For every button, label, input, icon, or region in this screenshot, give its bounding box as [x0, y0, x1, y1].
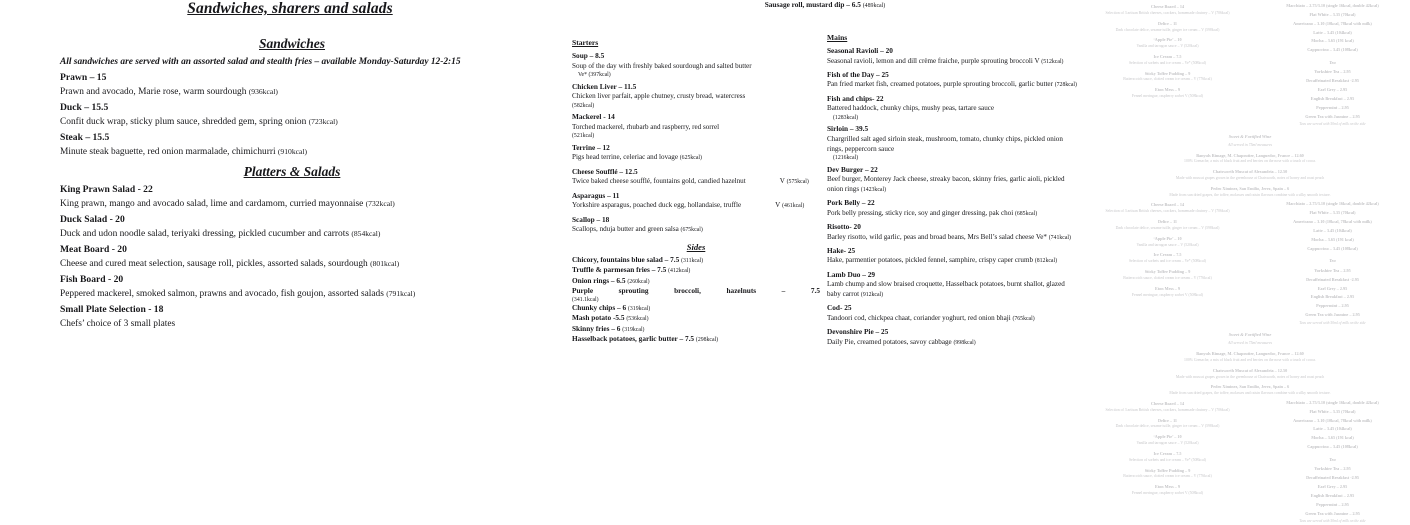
menu-item-description: Cheese and cured meat selection, sausage roll, pickles, assorted salads, sourdough (801kcal)	[60, 258, 400, 269]
ghost-wine-name: Pedro Ximinez, San Emilio, Jerez, Spain – 6	[1210, 185, 1290, 191]
sides-heading: Sides	[686, 241, 706, 252]
ghost-line: Latte – 3.45 (104kcal)	[1313, 227, 1352, 233]
menu-item-name: Hake- 25	[827, 245, 856, 255]
menu-item-description: Tandoori cod, chickpea chaat, coriander yoghurt, red onion bhaji (765kcal)	[827, 313, 1035, 322]
ghost-item: Sticky Toffee Pudding – 9	[1144, 70, 1191, 76]
ghost-description: Dark chocolate delice, sesame tuille, ginger ice cream – V (598kcal)	[1115, 424, 1220, 429]
side-item: Purple sprouting broccoli, hazelnuts – 7.5	[572, 286, 820, 296]
menu-item-description: Torched mackerel, rhubarb and raspberry, red sorrel	[572, 122, 720, 131]
menu-item-description: Pork belly pressing, sticky rice, soy and ginger dressing, pak choi (685kcal)	[827, 208, 1038, 217]
menu-item-kcal: (521kcal)	[572, 133, 595, 140]
ghost-item: Ice Cream – 7.5	[1153, 252, 1182, 258]
ghost-line: Flat White – 3.35 (70kcal)	[1309, 210, 1356, 216]
ghost-line: Peppermint – 2.95	[1316, 303, 1349, 309]
ghost-item: Eton Mess – 9	[1154, 87, 1180, 93]
menu-item-name: Fish of the Day – 25	[827, 69, 889, 79]
side-item: Hasselback potatoes, garlic butter – 7.5 (298kcal)	[572, 334, 719, 344]
menu-item-description: Prawn and avocado, Marie rose, warm sourdough (936kcal)	[60, 86, 278, 97]
ghost-line: Latte – 3.45 (104kcal)	[1313, 426, 1352, 432]
ghost-description: Selection of 3 artisan British cheeses, crackers, homemade chutney – V (706kcal)	[1105, 209, 1230, 214]
background-bleed-layer	[1090, 0, 1410, 524]
menu-item-name: King Prawn Salad - 22	[60, 184, 153, 196]
ghost-description: Fennel meringue, raspberry sorbet V (508kcal)	[1131, 94, 1204, 99]
ghost-desserts-column	[1090, 0, 1245, 100]
ghost-item: Sticky Toffee Pudding – 9	[1144, 467, 1191, 473]
platters-heading: Platters & Salads	[243, 164, 341, 180]
menu-item-kcal: (741kcal)	[1048, 234, 1071, 241]
ghost-line: Mocha – 3.65 (191 kcal)	[1311, 435, 1354, 441]
menu-item-kcal: (732kcal)	[365, 198, 395, 208]
ghost-item: Eton Mess – 9	[1154, 285, 1180, 291]
menu-item-name: Prawn – 15	[60, 72, 107, 84]
mains-heading: Mains	[827, 33, 848, 42]
menu-item-description: Daily Pie, creamed potatoes, savoy cabbage (998kcal)	[827, 337, 976, 346]
side-item-kcal: (536kcal)	[626, 316, 649, 323]
menu-item-name: Chicken Liver – 11.5	[572, 81, 637, 91]
menu-item-name: Terrine – 12	[572, 142, 610, 152]
menu-item-description: Yorkshire asparagus, poached duck egg, hollandaise, truffle V (461kcal)	[572, 201, 805, 210]
ghost-line: Decaffeinated Breakfast -2.95	[1306, 276, 1359, 282]
ghost-line: Cappuccino – 3.45 (108kcal)	[1307, 444, 1358, 450]
menu-item-name: Scallop – 18	[572, 214, 610, 224]
ghost-note: Teas are served with 50ml of milk on the side	[1299, 320, 1366, 325]
ghost-item: Ice Cream – 7.5	[1153, 450, 1182, 456]
starters-and-sides-column	[572, 38, 820, 345]
ghost-line: English Breakfast – 2.95	[1310, 492, 1355, 498]
menu-item-description: Twice baked cheese soufflé, fountains gold, candied hazelnut V (575kcal)	[572, 177, 809, 186]
menu-item-description: Seasonal ravioli, lemon and dill crème fraiche, purple sprouting broccoli V (512kcal)	[827, 56, 1064, 65]
ghost-description: Vanilla and tarragon sauce – V (520kcal)	[1136, 44, 1199, 49]
side-item: Chicory, fountains blue salad – 7.5 (311kcal)	[572, 254, 704, 264]
side-item: Chunky chips – 6 (319kcal)	[572, 302, 651, 312]
ghost-wine-name: Banyuls Rimage, M. Chapoutier, Languedoc, France – 12.60	[1196, 152, 1304, 158]
ghost-item: Ice Cream – 7.5	[1153, 53, 1182, 59]
ghost-line: Yorkshire Tea – 2.95	[1314, 267, 1351, 273]
sandwiches-heading: Sandwiches	[258, 36, 326, 51]
menu-item-kcal: (461kcal)	[782, 203, 805, 210]
sandwich-list	[60, 72, 524, 158]
mains-column	[827, 33, 1079, 348]
mains-list	[827, 46, 1079, 348]
ghost-wine-heading: Sweet & Fortified Wine	[1228, 332, 1272, 338]
ghost-line: Earl Grey – 2.95	[1317, 87, 1348, 93]
menu-item-kcal-line	[827, 115, 1079, 121]
ghost-line: Yorkshire Tea – 2.95	[1314, 466, 1351, 472]
ghost-description: Fennel meringue, raspberry sorbet V (508kcal)	[1131, 292, 1204, 297]
ghost-line: Decaffeinated Breakfast -2.95	[1306, 78, 1359, 84]
menu-item-kcal: (791kcal)	[386, 288, 416, 298]
ghost-wine-name: Banyuls Rimage, M. Chapoutier, Languedoc, France – 12.60	[1196, 351, 1304, 357]
menu-item-kcal: (1216kcal)	[833, 155, 859, 162]
ghost-coffee-tea-column-repeat	[1255, 198, 1410, 326]
ghost-line: Decaffeinated Breakfast -2.95	[1306, 475, 1359, 481]
menu-item-kcal: (1423kcal)	[860, 186, 887, 193]
ghost-wine-name: Chatsworth Muscat of Alexandria – 12.50	[1212, 169, 1288, 175]
menu-item-description: King prawn, mango and avocado salad, lime and cardamom, curried mayonnaise (732kcal)	[60, 198, 395, 209]
ghost-line: Macchiato – 2.75/3.10 (single 16kcal, double 42kcal)	[1286, 201, 1379, 207]
ghost-description: Dark chocolate delice, sesame tuille, ginger ice cream – V (598kcal)	[1115, 27, 1220, 32]
side-item-kcal: (319kcal)	[622, 326, 645, 333]
ghost-line: Americano – 3.10 (10kcal, 78kcal with milk)	[1293, 219, 1372, 225]
side-item: Onion rings – 6.5 (260kcal)	[572, 275, 650, 285]
ghost-line: English Breakfast – 2.95	[1310, 96, 1355, 101]
ghost-description: Selection of 3 artisan British cheeses, crackers, homemade chutney – V (706kcal)	[1105, 407, 1230, 412]
ghost-line: Earl Grey – 2.95	[1317, 484, 1348, 489]
ghost-wine-description: Made from sun dried grapes, the toffee, molasses and raisin flavours combine with a silky smooth texture.	[1169, 391, 1331, 396]
menu-item-description: Scallops, nduja butter and green salsa (675kcal)	[572, 225, 703, 234]
ghost-bottom-row-2	[1090, 397, 1410, 525]
ghost-desserts-column-repeat-2	[1090, 397, 1245, 497]
ghost-line: Yorkshire Tea – 2.95	[1314, 69, 1351, 75]
ghost-line: English Breakfast – 2.95	[1310, 294, 1355, 300]
ghost-description: Butterscotch sauce, clotted cream ice cream – V (776kcal)	[1123, 77, 1212, 82]
menu-item-kcal: (1283kcal)	[833, 114, 859, 121]
menu-item-kcal: (582kcal)	[572, 102, 595, 109]
menu-item-kcal: (812kcal)	[1034, 258, 1058, 265]
menu-item-name: Small Plate Selection - 18	[60, 304, 164, 316]
menu-item-name: Devonshire Pie – 25	[827, 327, 889, 337]
ghost-description: Fennel meringue, raspberry sorbet V (508kcal)	[1131, 491, 1204, 496]
ghost-heading: Tea	[1329, 456, 1336, 462]
ghost-coffee-tea-column	[1255, 0, 1410, 128]
ghost-item: Eton Mess – 9	[1154, 484, 1180, 490]
menu-item-description: Peppered mackerel, smoked salmon, prawns and avocado, fish goujon, assorted salads (791kcal)	[60, 288, 416, 299]
menu-item-name: Cheese Soufflé – 12.5	[572, 166, 638, 176]
menu-item-kcal: (910kcal)	[277, 146, 308, 156]
menu-item-name: Mackerel - 14	[572, 112, 615, 122]
menu-item-kcal: (765kcal)	[1012, 315, 1035, 322]
menu-item-name: Duck – 15.5	[60, 102, 109, 114]
ghost-line: Cappuccino – 3.45 (108kcal)	[1307, 245, 1358, 251]
page-title: Sandwiches, sharers and salads	[187, 0, 393, 17]
ghost-wine-description: 100% Grenache, a mix of black fruit and red berries on the nose with a touch of cocoa.	[1184, 357, 1316, 362]
ghost-item: Cheese Board – 14	[1150, 4, 1185, 9]
side-item-kcal: (319kcal)	[627, 305, 651, 312]
menu-item-name: Risotto- 20	[827, 222, 861, 232]
sandwiches-and-platters-column	[60, 30, 524, 330]
sausage-roll-item	[700, 0, 950, 9]
menu-item-name: Asparagus – 11	[572, 190, 620, 200]
menu-item-description: Beef burger, Monterey Jack cheese, streaky bacon, skinny fries, garlic aioli, pickled onion rings (1423kcal)	[827, 175, 1065, 193]
side-item-kcal: (260kcal)	[627, 278, 650, 285]
ghost-coffee-tea-column-repeat-2	[1255, 397, 1410, 525]
ghost-heading: Tea	[1329, 59, 1336, 65]
ghost-description: Vanilla and tarragon sauce – V (520kcal)	[1136, 242, 1199, 247]
sausage-roll-label: Sausage roll, mustard dip – 6.5	[764, 0, 861, 9]
side-item: Mash potato -5.5 (536kcal)	[572, 313, 649, 323]
sides-list	[572, 255, 820, 345]
ghost-item: Cheese Board – 14	[1150, 400, 1185, 406]
menu-item-description: Hake, parmentier potatoes, pickled fennel, samphire, crispy caper crumb (812kcal)	[827, 256, 1058, 265]
side-item: Truffle & parmesan fries – 7.5 (412kcal)	[572, 265, 691, 275]
menu-item-name: Meat Board - 20	[60, 244, 127, 256]
menu-item-kcal: (675kcal)	[680, 227, 703, 234]
ghost-line: Flat White – 3.35 (70kcal)	[1309, 11, 1356, 17]
platter-list	[60, 184, 524, 330]
ghost-description: Selection of sorbets and ice cream – Ve* (508kcal)	[1128, 457, 1207, 462]
menu-item-description: Minute steak baguette, red onion marmalade, chimichurri (910kcal)	[60, 146, 308, 157]
starters-list	[572, 51, 820, 235]
ghost-line: Americano – 3.10 (10kcal, 78kcal with milk)	[1293, 20, 1372, 26]
ghost-line: Peppermint – 2.95	[1316, 501, 1349, 507]
ghost-wine-description: Made with muscat grapes grown in the greenhouse at Chatsworth, notes of honey and roast peach	[1175, 374, 1325, 379]
menu-item-kcal-line	[572, 72, 820, 78]
menu-item-kcal: (575kcal)	[786, 179, 809, 186]
menu-item-kcal: (998kcal)	[953, 339, 976, 346]
menu-item-name: Seasonal Ravioli – 20	[827, 46, 893, 55]
ghost-wine-name: Chatsworth Muscat of Alexandria – 12.50	[1212, 367, 1288, 373]
ghost-wine-description: Made with muscat grapes grown in the greenhouse at Chatsworth, notes of honey and roast peach	[1175, 176, 1325, 181]
ghost-item: Delice – 11	[1157, 20, 1178, 26]
menu-item-kcal: (912kcal)	[860, 291, 884, 298]
ghost-wine-heading: Sweet & Fortified Wine	[1228, 133, 1272, 139]
ghost-line: Latte – 3.45 (104kcal)	[1313, 29, 1352, 35]
ghost-description: Selection of sorbets and ice cream – Ve* (508kcal)	[1128, 60, 1207, 65]
ghost-item: Cheese Board – 14	[1150, 202, 1185, 208]
side-item-kcal: (341.1kcal)	[572, 296, 599, 303]
ghost-line: Cappuccino – 3.45 (108kcal)	[1307, 47, 1358, 53]
ghost-item: Sticky Toffee Pudding – 9	[1144, 269, 1191, 275]
menu-item-description: Soup of the day with freshly baked sourdough and salted butter	[572, 61, 752, 70]
ghost-wine-block	[1090, 134, 1410, 199]
ghost-note: Teas are served with 50ml of milk on the side	[1299, 519, 1366, 524]
menu-item-kcal: (397kcal)	[588, 72, 611, 79]
ghost-wine-description: 100% Grenache, a mix of black fruit and red berries on the nose with a touch of cocoa.	[1184, 159, 1316, 164]
menu-item-dietary-tag: V	[775, 201, 781, 210]
menu-item-name: Duck Salad - 20	[60, 214, 125, 226]
sausage-roll-kcal: (489kcal)	[862, 3, 886, 9]
ghost-description: Dark chocolate delice, sesame tuille, ginger ice cream – V (598kcal)	[1115, 226, 1220, 230]
ghost-line: Macchiato – 2.75/3.10 (single 16kcal, double 42kcal)	[1286, 399, 1379, 405]
menu-item-kcal: (728kcal)	[1054, 82, 1077, 89]
menu-item-description: Pan fried market fish, creamed potatoes, purple sprouting broccoli, garlic butter (728kcal)	[827, 80, 1077, 89]
side-item-kcal: (298kcal)	[695, 337, 719, 344]
menu-item-dietary-tag: V	[1034, 56, 1040, 65]
ghost-wine-subheading: All served in 75ml measures	[1228, 341, 1272, 346]
menu-item-kcal: (625kcal)	[679, 155, 702, 162]
ghost-line: Americano – 3.10 (10kcal, 78kcal with milk)	[1293, 417, 1372, 423]
ghost-line: Earl Grey – 2.95	[1317, 285, 1348, 291]
ghost-desserts-column-repeat	[1090, 198, 1245, 298]
ghost-line: Green Tea with Jasmine – 2.95	[1305, 113, 1360, 119]
menu-item-description: Chicken liver parfait, apple chutney, crusty bread, watercress	[572, 92, 746, 101]
menu-item-kcal: (936kcal)	[248, 86, 278, 96]
ghost-wine-name: Pedro Ximinez, San Emilio, Jerez, Spain – 6	[1210, 384, 1290, 390]
menu-item-kcal-line	[572, 133, 820, 139]
starters-heading: Starters	[572, 38, 599, 47]
ghost-description: Selection of sorbets and ice cream – Ve* (508kcal)	[1128, 259, 1207, 264]
menu-item-description: Duck and udon noodle salad, teriyaki dressing, pickled cucumber and carrots (854kcal)	[60, 228, 381, 239]
ghost-note: Teas are served with 50ml of milk on the side	[1299, 122, 1366, 127]
menu-item-kcal: (685kcal)	[1014, 210, 1038, 217]
menu-item-name: Fish and chips- 22	[827, 93, 884, 103]
menu-item-name: Fish Board - 20	[60, 274, 124, 286]
ghost-wine-description: Made from sun dried grapes, the toffee, molasses and raisin flavours combine with a silky smooth texture.	[1169, 192, 1331, 197]
side-item: Skinny fries – 6 (319kcal)	[572, 323, 645, 333]
menu-item-name: Pork Belly – 22	[827, 198, 875, 208]
sandwiches-intro: All sandwiches are served with an assorted salad and stealth fries – available Monday-Saturday 12-2:15	[60, 57, 461, 67]
menu-item-description: Lamb chump and slow braised croquette, Hasselback potatoes, burnt shallot, glazed baby carrot (912kcal)	[827, 280, 1065, 298]
ghost-item: ‘Apple Pie’ – 10	[1153, 434, 1182, 440]
ghost-description: Butterscotch sauce, clotted cream ice cream – V (776kcal)	[1123, 275, 1212, 280]
ghost-item: ‘Apple Pie’ – 10	[1153, 37, 1182, 43]
menu-item-kcal: (723kcal)	[308, 116, 338, 126]
ghost-line: Macchiato – 2.75/3.10 (single 16kcal, double 42kcal)	[1286, 2, 1379, 8]
menu-item-description: Pigs head terrine, celeriac and lovage (625kcal)	[572, 153, 702, 162]
menu-item-name: Soup – 8.5	[572, 51, 605, 60]
menu-item-kcal: (801kcal)	[370, 258, 400, 268]
menu-item-kcal-line	[827, 155, 1079, 161]
ghost-wine-block-repeat	[1090, 332, 1410, 397]
ghost-line: Green Tea with Jasmine – 2.95	[1305, 312, 1360, 318]
ghost-line: Peppermint – 2.95	[1316, 104, 1349, 110]
ghost-line: Green Tea with Jasmine – 2.95	[1305, 510, 1360, 516]
ghost-item: Delice – 11	[1157, 219, 1178, 225]
menu-item-name: Lamb Duo – 29	[827, 269, 876, 279]
ghost-bottom-row	[1090, 198, 1410, 326]
side-item-kcal: (311kcal)	[681, 257, 704, 264]
menu-item-name: Dev Burger – 22	[827, 164, 878, 174]
menu-item-dietary-tag: Ve*	[1035, 232, 1047, 241]
ghost-description: Selection of 3 artisan British cheeses, crackers, homemade chutney – V (706kcal)	[1105, 10, 1230, 15]
ghost-line: Mocha – 3.65 (191 kcal)	[1311, 38, 1354, 44]
menu-item-name: Steak – 15.5	[60, 132, 110, 144]
menu-item-description: Barley risotto, wild garlic, peas and broad beans, Mrs Bell’s salad cheese Ve* (741kcal)	[827, 232, 1071, 241]
ghost-heading: Tea	[1329, 258, 1336, 264]
ghost-description: Vanilla and tarragon sauce – V (520kcal)	[1136, 441, 1199, 446]
ghost-line: Flat White – 3.35 (70kcal)	[1309, 408, 1356, 414]
menu-item-name: Cod- 25	[827, 303, 852, 313]
ghost-top-row	[1090, 0, 1410, 128]
menu-item-kcal: (854kcal)	[351, 228, 381, 238]
menu-item-description: Battered haddock, chunky chips, mushy peas, tartare sauce	[827, 104, 995, 113]
menu-item-kcal-line	[572, 103, 820, 109]
ghost-item: ‘Apple Pie’ – 10	[1153, 235, 1182, 241]
ghost-description: Butterscotch sauce, clotted cream ice cream – V (776kcal)	[1123, 474, 1212, 479]
menu-item-kcal: (512kcal)	[1041, 58, 1064, 65]
ghost-wine-subheading: All served in 75ml measures	[1228, 142, 1272, 147]
menu-item-description: Confit duck wrap, sticky plum sauce, shredded gem, spring onion (723kcal)	[60, 116, 338, 127]
ghost-item: Delice – 11	[1157, 417, 1178, 423]
menu-item-dietary-tag: Ve*	[578, 72, 588, 79]
side-item-kcal: (412kcal)	[668, 268, 691, 275]
menu-item-description: Chargrilled salt aged sirloin steak, mushroom, tomato, chunky chips, pickled onion rings, peppercorn sauce	[827, 134, 1063, 153]
menu-item-name: Sirloin – 39.5	[827, 124, 869, 134]
menu-item-description: Chefs’ choice of 3 small plates	[60, 318, 176, 329]
ghost-line: Mocha – 3.65 (191 kcal)	[1311, 236, 1354, 242]
menu-item-dietary-tag: V	[779, 177, 785, 186]
